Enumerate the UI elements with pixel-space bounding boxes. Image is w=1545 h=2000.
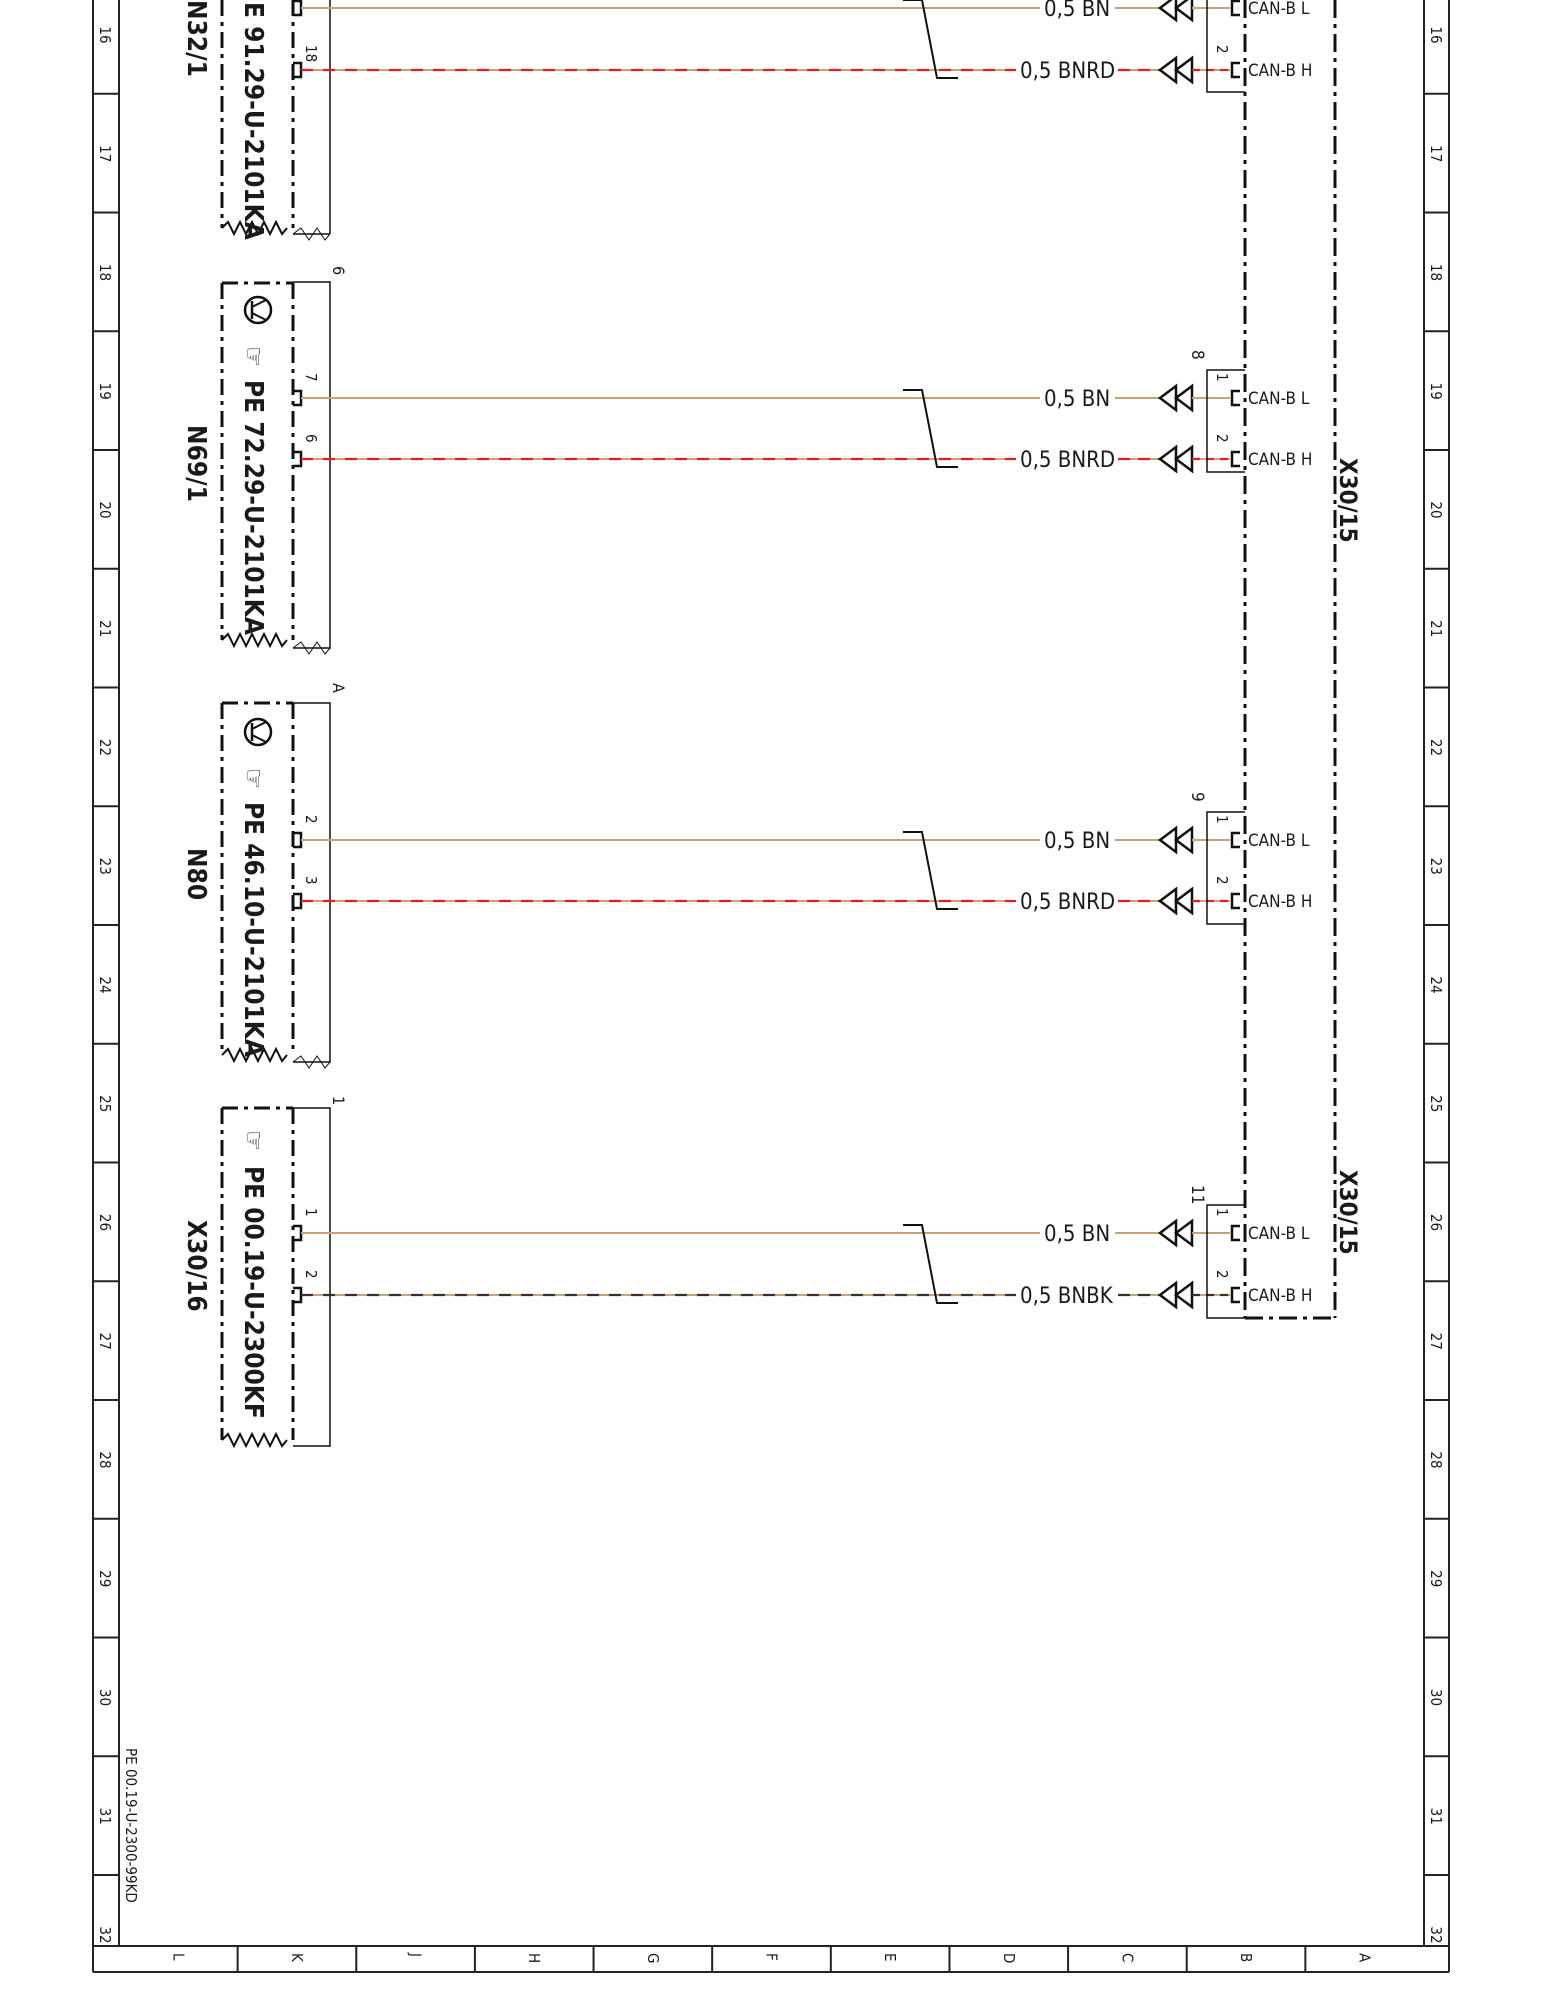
wire-label: 0,5 BN xyxy=(1044,1222,1111,1247)
row-number-left: 29 xyxy=(96,1570,114,1588)
row-number-right: 31 xyxy=(1427,1807,1445,1825)
row-number-left: 27 xyxy=(96,1332,114,1350)
pin-terminal xyxy=(1232,894,1240,908)
signal-label: CAN-B L xyxy=(1248,389,1310,409)
column-letter: H xyxy=(525,1953,544,1964)
component-id-n69-1: N69/1 xyxy=(181,425,211,502)
row-number-left: 31 xyxy=(96,1807,114,1825)
row-number-right: 28 xyxy=(1427,1451,1445,1469)
component-id-n80: N80 xyxy=(181,848,211,901)
plug-connector-icon xyxy=(1160,447,1192,471)
row-number-right: 21 xyxy=(1427,620,1445,638)
row-number-left: 32 xyxy=(96,1926,114,1944)
row-number-left: 22 xyxy=(96,738,114,757)
column-letter: K xyxy=(287,1953,306,1962)
column-letter: C xyxy=(1118,1953,1137,1963)
column-letter: J xyxy=(406,1953,425,1957)
row-number-left: 24 xyxy=(96,976,114,994)
row-number-right: 22 xyxy=(1427,738,1445,757)
document-id: PE 00.19-U-2300-99KD xyxy=(122,1748,140,1903)
signal-label: CAN-B L xyxy=(1248,1224,1310,1244)
row-number-right: 30 xyxy=(1427,1688,1445,1707)
wires xyxy=(293,0,1312,1309)
twisted-pair-mark xyxy=(903,390,958,467)
pin-terminal xyxy=(1232,1288,1240,1302)
distributor-label-upper: X30/15 xyxy=(1334,458,1362,543)
signal-label: CAN-B H xyxy=(1248,892,1313,912)
column-letter: F xyxy=(762,1953,781,1961)
twisted-pair-mark xyxy=(903,832,958,909)
column-labels xyxy=(169,1952,1373,1963)
row-number-left: 30 xyxy=(96,1688,114,1707)
side-connectors xyxy=(1187,0,1245,1318)
pin-terminal xyxy=(1232,391,1240,405)
row-number-right: 26 xyxy=(1427,1213,1445,1232)
component-break-n69-1 xyxy=(222,634,287,646)
pin-terminal xyxy=(1232,833,1240,847)
pin-number: 3 xyxy=(302,876,320,885)
plug-connector-icon xyxy=(1160,1221,1192,1245)
plug-connector-icon xyxy=(1160,889,1192,913)
wire-label: 0,5 BNRD xyxy=(1020,59,1116,84)
hand-pointer-icon: ☞ xyxy=(238,1130,268,1151)
side-pin-number: 1 xyxy=(1213,815,1231,824)
pin-terminal xyxy=(1232,63,1240,77)
row-number-left: 28 xyxy=(96,1451,114,1469)
row-number-right: 32 xyxy=(1427,1926,1445,1944)
column-letter: B xyxy=(1237,1953,1256,1963)
wire-label: 0,5 BN xyxy=(1044,0,1111,22)
connector-code-n69-1: 6 xyxy=(329,266,348,276)
row-ticks xyxy=(93,94,1449,1875)
row-number-right: 17 xyxy=(1427,145,1445,163)
signal-label: CAN-B H xyxy=(1248,450,1313,470)
row-number-left: 19 xyxy=(96,382,114,400)
connector-code-x30-16: 1 xyxy=(329,1096,348,1106)
plug-connector-icon xyxy=(1160,828,1192,852)
pin-number: 2 xyxy=(302,1270,320,1279)
row-number-left: 18 xyxy=(96,263,114,282)
transistor-icon xyxy=(245,719,271,745)
plug-connector-icon xyxy=(1160,58,1192,82)
row-number-left: 21 xyxy=(96,620,114,638)
side-connector-code: 8 xyxy=(1187,350,1207,360)
row-number-right: 27 xyxy=(1427,1332,1445,1350)
pin-number: 1 xyxy=(302,1208,320,1217)
twisted-pair-mark xyxy=(903,1225,958,1303)
wire-label: 0,5 BN xyxy=(1044,387,1111,412)
row-number-right: 19 xyxy=(1427,382,1445,400)
side-pin-number: 2 xyxy=(1213,876,1231,885)
component-break-x30-16 xyxy=(222,1434,287,1446)
row-number-left: 25 xyxy=(96,1095,114,1113)
column-letter: D xyxy=(999,1953,1018,1964)
side-connector-code: 11 xyxy=(1187,1185,1207,1205)
row-number-right: 18 xyxy=(1427,263,1445,282)
side-pin-number: 2 xyxy=(1213,434,1231,443)
pin-number: 6 xyxy=(302,434,320,443)
component-ref-n32-1: E 91.29-U-2101KA xyxy=(238,2,268,240)
row-labels xyxy=(96,26,1445,1943)
side-connector-code: 9 xyxy=(1187,792,1207,802)
plug-connector-icon xyxy=(1160,386,1192,410)
plug-connector-icon xyxy=(1160,1283,1192,1307)
component-id-x30-16: X30/16 xyxy=(181,1220,211,1312)
wire-label: 0,5 BNRD xyxy=(1020,448,1116,473)
hand-pointer-icon: ☞ xyxy=(238,768,268,789)
distributor-label-lower: X30/15 xyxy=(1334,1170,1362,1255)
column-letter: A xyxy=(1355,1953,1374,1963)
signal-label: CAN-B L xyxy=(1248,831,1310,851)
pin-terminal xyxy=(1232,452,1240,466)
side-pin-number: 2 xyxy=(1213,1270,1231,1279)
component-ref-n69-1: PE 72.29-U-2101KA xyxy=(238,380,268,635)
pin-number: 18 xyxy=(302,45,320,63)
component-ref-n80: PE 46.10-U-2101KA xyxy=(238,802,268,1057)
hand-pointer-icon: ☞ xyxy=(238,346,268,367)
connector-code-n80: A xyxy=(329,683,348,693)
side-pin-number: 1 xyxy=(1213,373,1231,382)
side-pin-number: 2 xyxy=(1213,45,1231,54)
row-number-left: 26 xyxy=(96,1213,114,1232)
plug-connector-icon xyxy=(1160,0,1192,20)
row-number-left: 23 xyxy=(96,857,114,875)
transistor-icon xyxy=(245,297,271,323)
side-pin-number: 1 xyxy=(1213,1208,1231,1217)
twisted-pair-mark xyxy=(903,0,958,78)
wire-label: 0,5 BNBK xyxy=(1020,1284,1113,1309)
row-number-right: 29 xyxy=(1427,1570,1445,1588)
side-connector-housing xyxy=(1207,370,1245,472)
pin-terminal xyxy=(1232,1226,1240,1240)
wire-label: 0,5 BN xyxy=(1044,829,1111,854)
distributor-box xyxy=(1245,0,1335,1318)
pin-number: 7 xyxy=(302,373,320,382)
row-number-right: 16 xyxy=(1427,26,1445,44)
row-number-right: 25 xyxy=(1427,1095,1445,1113)
row-number-left: 17 xyxy=(96,145,114,163)
signal-label: CAN-B H xyxy=(1248,61,1313,81)
pin-terminal xyxy=(1232,1,1240,15)
component-id-n32-1: N32/1 xyxy=(181,0,211,77)
row-number-right: 20 xyxy=(1427,501,1445,519)
row-number-right: 23 xyxy=(1427,857,1445,875)
column-letter: E xyxy=(881,1953,900,1962)
pin-number: 2 xyxy=(302,815,320,824)
row-number-left: 20 xyxy=(96,501,114,519)
signal-label: CAN-B L xyxy=(1248,0,1310,19)
component-ref-x30-16: PE 00.19-U-2300KF xyxy=(238,1166,268,1419)
column-letter: G xyxy=(643,1953,662,1964)
row-number-left: 16 xyxy=(96,26,114,44)
row-number-right: 24 xyxy=(1427,976,1445,994)
column-letter: L xyxy=(169,1953,188,1961)
signal-label: CAN-B H xyxy=(1248,1286,1313,1306)
wire-label: 0,5 BNRD xyxy=(1020,890,1116,915)
